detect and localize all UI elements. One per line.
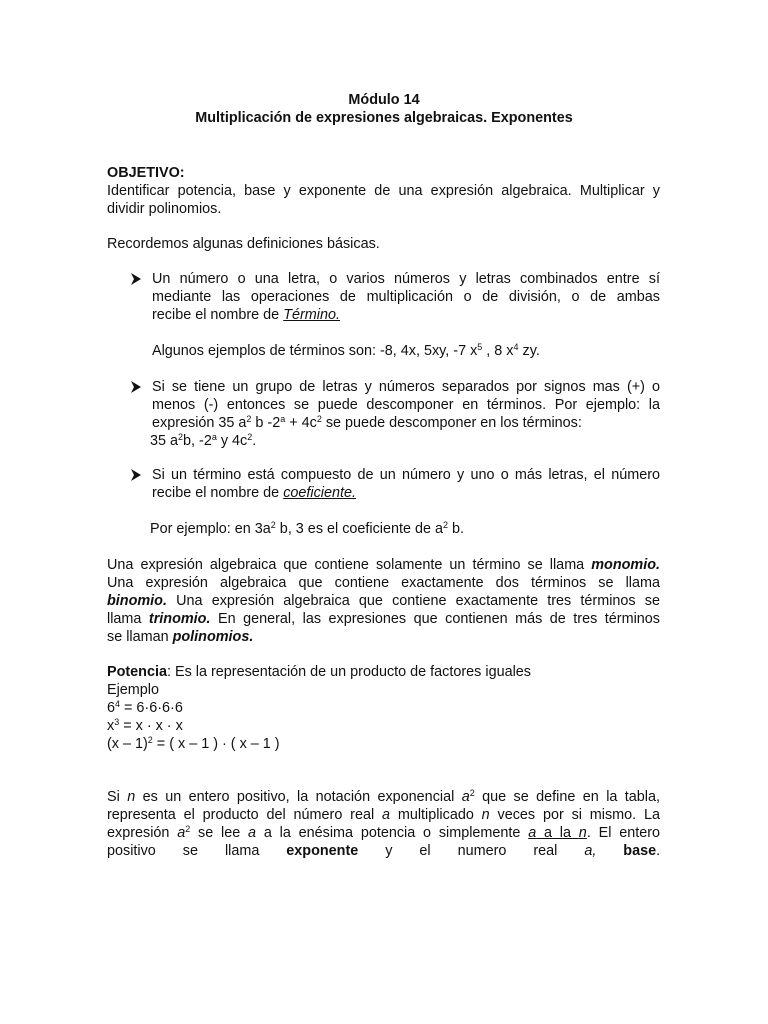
bullet1-line-2: mediante las operaciones de multiplicación o de división, o de ambas [152,289,660,305]
mono-line-4: llama trinomio. En general, las expresiones que contienen más de tres términos [107,611,660,627]
mono-line-3: binomio. Una expresión algebraica que contiene exactamente tres términos se [107,593,660,609]
exp-line-3: expresión $a^2$ se lee a a la enésima potencia o simplemente a a la n. El entero [107,824,660,841]
mono-line-2: Una expresión algebraica que contiene exactamente dos términos se llama [107,575,660,591]
arrow-bullet-icon [131,273,141,285]
intro-text: Recordemos algunas definiciones básicas. [107,236,380,252]
mono-line-1: Una expresión algebraica que contiene solamente un término se llama monomio. [107,557,660,573]
objective-line-2: dividir polinomios. [107,201,222,217]
bullet2-line-2: menos (-) entonces se puede descomponer en términos. Por ejemplo: la [152,397,660,413]
bullet2-line-1: Si se tiene un grupo de letras y números separados por signos mas (+) o [152,379,660,395]
potencia-example-1: $6^4 = 6\cdot 6\cdot 6\cdot 6$ [107,699,183,716]
bullet2-line-3: expresión 35 $a^2$ b $-2^a + 4c^2$ se puede descomponer en los términos: [152,414,582,431]
arrow-bullet-icon [131,381,141,393]
exp-line-1: Si n es un entero positivo, la notación exponencial $a^2$ que se define en la tabla, [107,788,661,805]
bullet1-line-3: recibe el nombre de Término. [152,307,340,323]
bullet3-line-2: recibe el nombre de coeficiente. [152,485,356,501]
module-subtitle: Multiplicación de expresiones algebraicas. Exponentes [195,110,573,126]
module-title: Módulo 14 [348,92,420,108]
arrow-bullet-icon [131,469,141,481]
potencia-example-label: Ejemplo [107,682,159,698]
bullet1-line-1: Un número o una letra, o varios números y letras combinados entre sí [152,271,660,287]
coefficient-term: coeficiente. [283,485,356,501]
coefficient-example: Por ejemplo: en $3a^2$ b, 3 es el coeficiente de $a^2$ b. [150,520,465,537]
potencia-example-2: $x^3 = x \cdot x \cdot x$ [107,717,183,734]
mono-line-5: se llaman polinomios. [107,629,254,645]
potencia-example-3: (x – 1)$^2$ = ( x – 1 ) · ( x – 1 ) [107,735,280,752]
potencia-definition: Potencia: Es la representación de un producto de factores iguales [107,664,531,680]
exp-line-2: representa el producto del número real a multiplicado n veces por si mismo. La [107,807,661,823]
exp-line-4: positivo se llama exponente y el numero real a, base. [107,843,661,859]
objective-line-1: Identificar potencia, base y exponente de una expresión algebraica. Multiplicar y [107,183,660,199]
bullet2-line-4: 35 $a^2b$, -2$^a$ y $4c^2$. [150,432,257,449]
bullet3-line-1: Si un término está compuesto de un número y uno o más letras, el número [152,467,660,483]
bullet1-examples: Algunos ejemplos de términos son: -8, 4x, 5xy, -7 $x^5$ , 8 $x^4$ zy. [152,342,540,359]
objective-heading: OBJETIVO: [107,165,185,181]
term-definition-link: Término. [283,307,340,323]
